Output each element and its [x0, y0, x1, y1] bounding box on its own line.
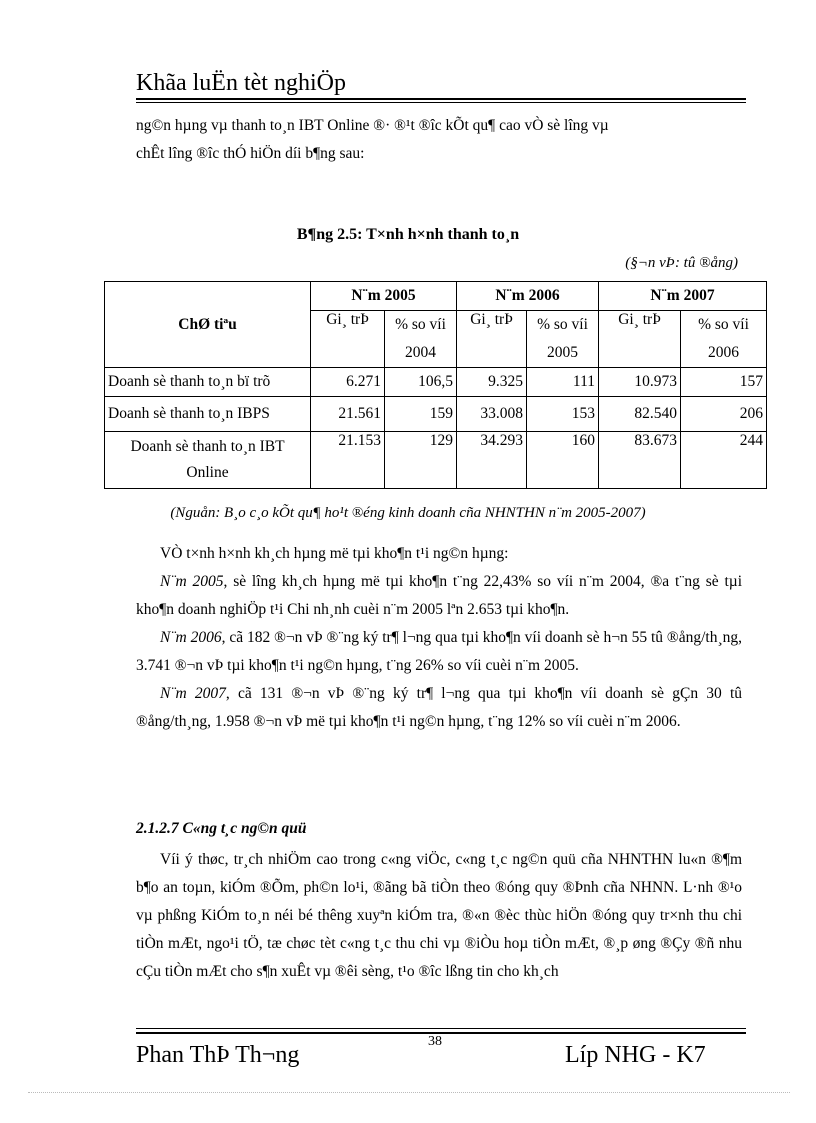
header-rule [136, 98, 746, 100]
table-cell: 106,5 [385, 368, 457, 397]
paragraph-2007: N¨m 2007, cã 131 ®¬n vÞ ®¨ng ký tr¶ l¬ng qua tµi kho¶n víi doanh sè gÇn 30 tû ®ång/th¸ng, 1.958 ®¬n vÞ më tµi kho¶n t¹i ng©n hµng, t¨ng 12% so víi cuèi n¨m 2006. [136, 685, 742, 730]
payment-table [104, 281, 767, 489]
row-label: Doanh sè thanh to¸n bï trõ [105, 368, 311, 397]
table-caption: B¶ng 2.5: T×nh h×nh thanh to¸n [296, 226, 520, 243]
table-cell: 21.153 [311, 432, 385, 489]
paragraph-2005: N¨m 2005, sè lîng kh¸ch hµng më tµi kho¶n t¨ng 22,43% so víi n¨m 2004, ®a t¨ng sè tµi kho¶n doanh nghiÖp t¹i Chi nh¸nh cuèi n¨m 2005 lªn 2.653 tµi kho¶n. [136, 573, 742, 618]
table-cell: 9.325 [457, 368, 527, 397]
table-row [105, 397, 767, 432]
year-2007-label: N¨m 2007 [160, 685, 226, 702]
table-cell: 157 [681, 368, 767, 397]
year-header: N¨m 2007 [599, 282, 767, 311]
section-heading: 2.1.2.7 C«ng t¸c ng©n quü [136, 820, 307, 837]
paragraph-2006: N¨m 2006, cã 182 ®¬n vÞ ®¨ng ký tr¶ l¬ng qua tµi kho¶n víi doanh sè h¬n 55 tû ®ång/th¸ng, 3.741 ®¬n vÞ tµi kho¶n t¹i ng©n hµng, t¨ng 26% so víi cuèi n¨m 2005. [136, 629, 742, 674]
intro-line-1: ng©n hµng vµ thanh to¸n IBT Online ®· ®¹t ®îc kÕt qu¶ cao vÒ sè lîng vµ [136, 117, 609, 134]
pct-base-year: 2005 [527, 339, 599, 368]
year-2006-label: N¨m 2006 [160, 629, 222, 646]
table-cell: 244 [681, 432, 767, 489]
author-name: Phan ThÞ Th¬ng [136, 1042, 300, 1068]
header-rule-thin [136, 102, 746, 103]
year-header: N¨m 2006 [457, 282, 599, 311]
value-header: Gi¸ trÞ [599, 311, 681, 368]
table-cell: 159 [385, 397, 457, 432]
table-cell: 83.673 [599, 432, 681, 489]
year-header: N¨m 2005 [311, 282, 457, 311]
pct-header: % so víi [385, 311, 457, 340]
pct-base-year: 2006 [681, 339, 767, 368]
row-label: Doanh sè thanh to¸n IBT Online [105, 432, 311, 489]
pct-header: % so víi [681, 311, 767, 340]
pct-header: % so víi [527, 311, 599, 340]
year-2005-label: N¨m 2005 [160, 573, 224, 590]
table-cell: 206 [681, 397, 767, 432]
table-cell: 6.271 [311, 368, 385, 397]
table-row [105, 368, 767, 397]
table-source: (Nguån: B¸o c¸o kÕt qu¶ ho¹t ®éng kinh doanh cña NHNTHN n¨m 2005-2007) [170, 505, 646, 521]
page-number: 38 [428, 1034, 442, 1049]
thesis-header-title: Khãa luËn tèt nghiÖp [136, 70, 346, 96]
table-cell: 21.561 [311, 397, 385, 432]
page-bottom-border [28, 1092, 790, 1093]
intro-line-2: chÊt lîng ®îc thÓ hiÖn díi b¶ng sau: [136, 145, 365, 162]
table-cell: 10.973 [599, 368, 681, 397]
table-cell: 34.293 [457, 432, 527, 489]
table-cell: 33.008 [457, 397, 527, 432]
table-cell: 129 [385, 432, 457, 489]
intro-paragraph [136, 112, 742, 168]
table-row [105, 432, 767, 489]
cash-fund-paragraph: Víi ý thøc, tr¸ch nhiÖm cao trong c«ng viÖc, c«ng t¸c ng©n quü cña NHNTHN lu«n ®¶m b¶o an toµn, kiÓm ®Õm, ph©n lo¹i, ®ãng bã tiÒn theo ®óng quy ®Þnh cña NHNN. L·nh ®¹o vµ phßng KiÓm to¸n néi bé thêng xuyªn kiÓm tra, ®«n ®èc thùc hiÖn ®óng quy tr×nh thu chi tiÒn mÆt, ngo¹i tÖ, tæ chøc tèt c«ng t¸c thu chi vµ ®iÒu hoµ tiÒn mÆt, ®¸p øng ®Çy ®ñ nhu cÇu tiÒn mÆt cho s¶n xuÊt vµ ®êi sèng, t¹o ®îc lßng tin cho kh¸ch [136, 851, 742, 980]
table-cell: 160 [527, 432, 599, 489]
value-header: Gi¸ trÞ [311, 311, 385, 368]
class-name: Líp NHG - K7 [565, 1042, 706, 1068]
paragraph-customers: VÒ t×nh h×nh kh¸ch hµng më tµi kho¶n t¹i ng©n hµng: [160, 545, 509, 562]
table-unit: (§¬n vÞ: tû ®ång) [625, 255, 738, 271]
table-cell: 153 [527, 397, 599, 432]
table-cell: 82.540 [599, 397, 681, 432]
row-label: Doanh sè thanh to¸n IBPS [105, 397, 311, 432]
indicator-header: ChØ tiªu [105, 282, 311, 368]
body-paragraph [136, 540, 742, 736]
table-cell: 111 [527, 368, 599, 397]
value-header: Gi¸ trÞ [457, 311, 527, 368]
pct-base-year: 2004 [385, 339, 457, 368]
footer-rule-thin [136, 1028, 746, 1029]
